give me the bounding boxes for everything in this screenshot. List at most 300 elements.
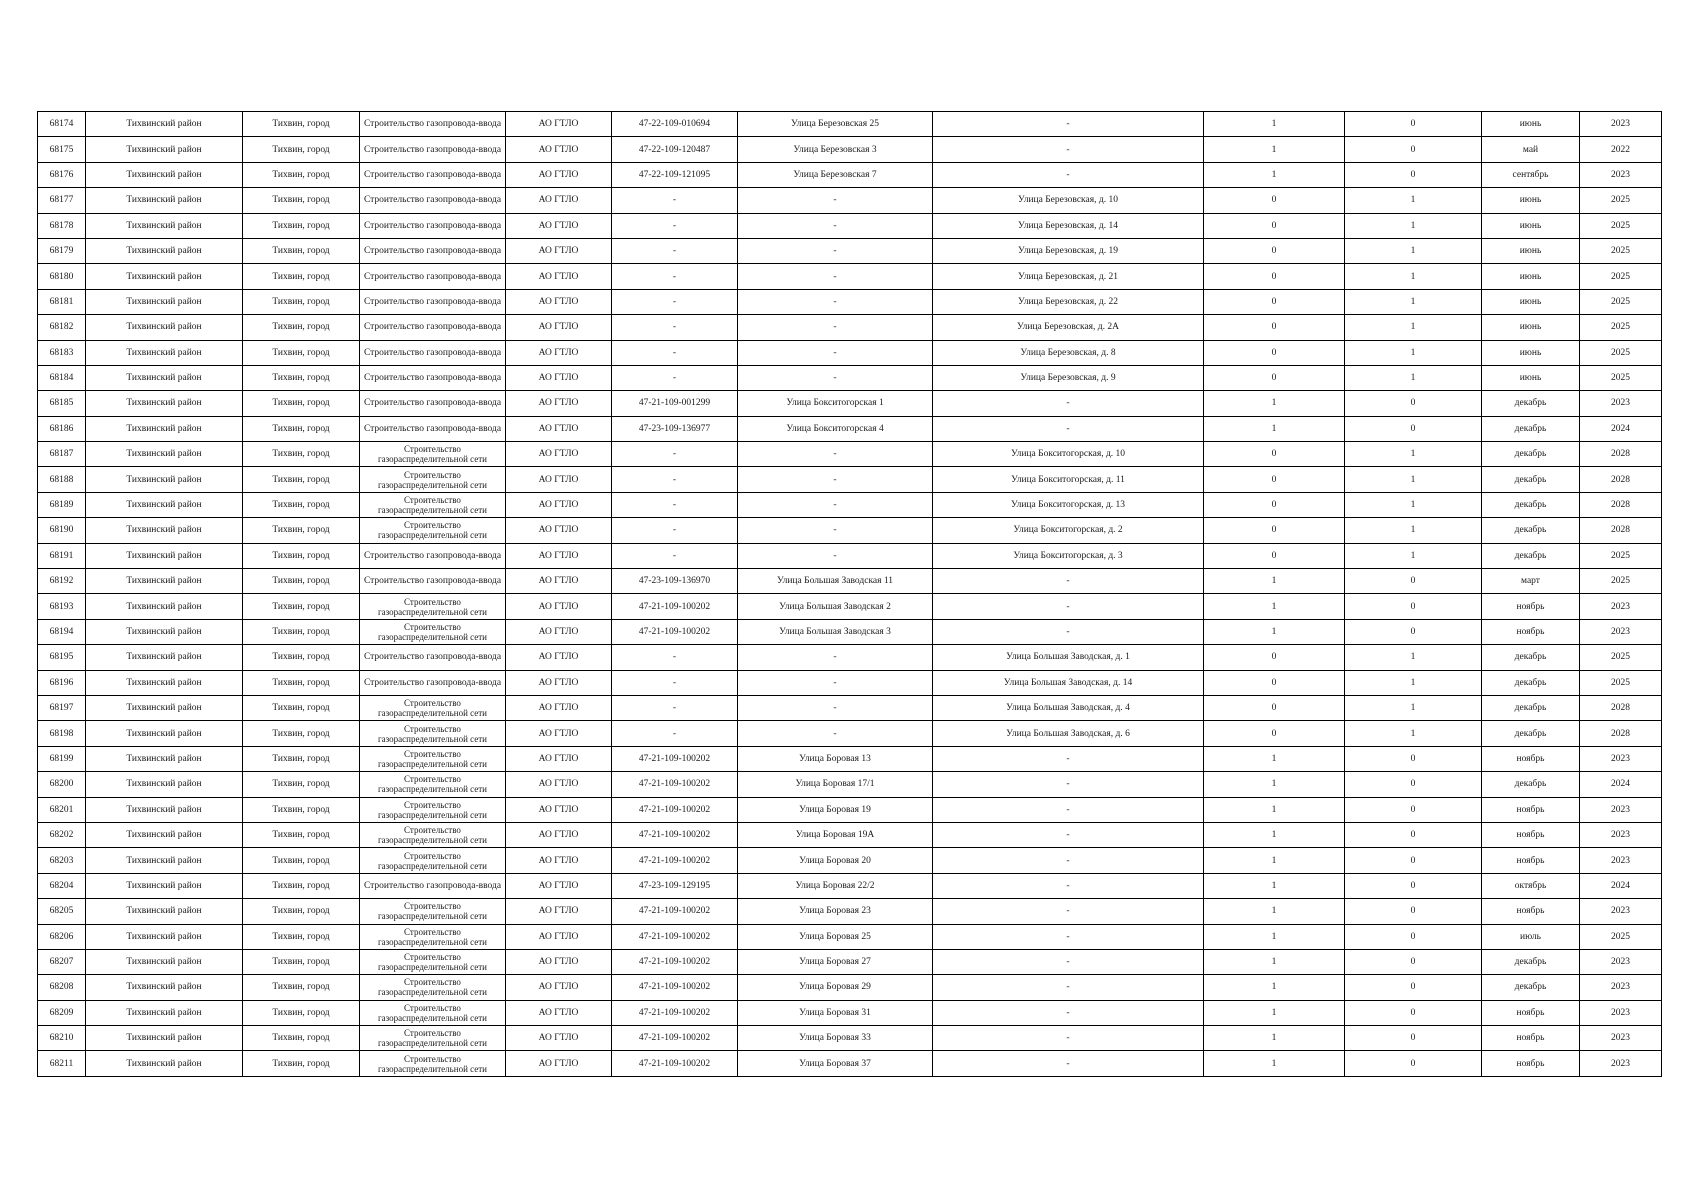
cell-cadastral-number: - [612, 442, 738, 467]
cell-count-b: 1 [1345, 543, 1482, 568]
cell-count-b: 1 [1345, 645, 1482, 670]
cell-count-a: 0 [1204, 442, 1345, 467]
cell-work-type: Строительство газораспределительной сети [360, 772, 506, 797]
cell-district: Тихвинский район [86, 899, 243, 924]
cell-planned-address: Улица Березовская, д. 22 [933, 289, 1204, 314]
cell-organization: АО ГТЛО [506, 442, 612, 467]
cell-district: Тихвинский район [86, 645, 243, 670]
table-row [38, 1026, 1662, 1051]
table-row [38, 1000, 1662, 1025]
cell-address: Улица Боровая 22/2 [738, 873, 933, 898]
cell-number: 68197 [38, 695, 86, 720]
cell-work-type: Строительство газопровода-ввода [360, 543, 506, 568]
cell-number: 68178 [38, 213, 86, 238]
cell-settlement: Тихвин, город [243, 822, 360, 847]
cell-year: 2025 [1580, 645, 1662, 670]
cell-settlement: Тихвин, город [243, 492, 360, 517]
cell-organization: АО ГТЛО [506, 137, 612, 162]
cell-planned-address: Улица Березовская, д. 2А [933, 315, 1204, 340]
cell-planned-address: - [933, 899, 1204, 924]
cell-planned-address: - [933, 137, 1204, 162]
table-row [38, 873, 1662, 898]
cell-planned-address: Улица Березовская, д. 21 [933, 264, 1204, 289]
cell-organization: АО ГТЛО [506, 670, 612, 695]
cell-planned-address: - [933, 746, 1204, 771]
table-row [38, 137, 1662, 162]
cell-count-b: 0 [1345, 797, 1482, 822]
cell-settlement: Тихвин, город [243, 315, 360, 340]
cell-month: март [1482, 569, 1580, 594]
cell-cadastral-number: - [612, 315, 738, 340]
cell-count-a: 1 [1204, 924, 1345, 949]
cell-work-type: Строительство газопровода-ввода [360, 569, 506, 594]
cell-count-b: 0 [1345, 391, 1482, 416]
cell-year: 2025 [1580, 213, 1662, 238]
cell-month: декабрь [1482, 416, 1580, 441]
cell-number: 68176 [38, 162, 86, 187]
cell-settlement: Тихвин, город [243, 924, 360, 949]
cell-district: Тихвинский район [86, 365, 243, 390]
cell-count-b: 1 [1345, 238, 1482, 263]
cell-number: 68207 [38, 949, 86, 974]
cell-address: Улица Боровая 37 [738, 1051, 933, 1076]
cell-year: 2025 [1580, 188, 1662, 213]
cell-organization: АО ГТЛО [506, 365, 612, 390]
table-row [38, 1051, 1662, 1076]
cell-count-a: 0 [1204, 264, 1345, 289]
cell-organization: АО ГТЛО [506, 695, 612, 720]
cell-count-a: 0 [1204, 492, 1345, 517]
cell-settlement: Тихвин, город [243, 112, 360, 137]
cell-count-a: 1 [1204, 1026, 1345, 1051]
cell-count-a: 0 [1204, 645, 1345, 670]
cell-district: Тихвинский район [86, 416, 243, 441]
cell-number: 68204 [38, 873, 86, 898]
cell-cadastral-number: 47-21-109-100202 [612, 594, 738, 619]
cell-planned-address: Улица Большая Заводская, д. 1 [933, 645, 1204, 670]
cell-work-type: Строительство газораспределительной сети [360, 924, 506, 949]
cell-number: 68209 [38, 1000, 86, 1025]
cell-number: 68194 [38, 619, 86, 644]
cell-address: - [738, 315, 933, 340]
cell-cadastral-number: - [612, 467, 738, 492]
cell-work-type: Строительство газопровода-ввода [360, 188, 506, 213]
cell-organization: АО ГТЛО [506, 315, 612, 340]
gasification-table [37, 111, 1662, 1077]
cell-count-b: 1 [1345, 264, 1482, 289]
cell-count-b: 1 [1345, 340, 1482, 365]
table-row [38, 670, 1662, 695]
cell-district: Тихвинский район [86, 289, 243, 314]
cell-district: Тихвинский район [86, 797, 243, 822]
cell-settlement: Тихвин, город [243, 340, 360, 365]
cell-count-a: 0 [1204, 289, 1345, 314]
cell-count-b: 0 [1345, 1051, 1482, 1076]
cell-district: Тихвинский район [86, 721, 243, 746]
cell-count-a: 1 [1204, 137, 1345, 162]
cell-count-a: 1 [1204, 1000, 1345, 1025]
cell-planned-address: Улица Бокситогорская, д. 3 [933, 543, 1204, 568]
cell-number: 68190 [38, 518, 86, 543]
cell-count-a: 1 [1204, 822, 1345, 847]
cell-count-b: 0 [1345, 924, 1482, 949]
cell-count-b: 1 [1345, 467, 1482, 492]
table-row [38, 975, 1662, 1000]
cell-number: 68189 [38, 492, 86, 517]
cell-planned-address: Улица Большая Заводская, д. 6 [933, 721, 1204, 746]
cell-month: июнь [1482, 188, 1580, 213]
cell-district: Тихвинский район [86, 975, 243, 1000]
cell-work-type: Строительство газораспределительной сети [360, 619, 506, 644]
cell-address: Улица Бокситогорская 1 [738, 391, 933, 416]
cell-cadastral-number: 47-23-109-129195 [612, 873, 738, 898]
cell-year: 2025 [1580, 264, 1662, 289]
cell-district: Тихвинский район [86, 442, 243, 467]
cell-district: Тихвинский район [86, 822, 243, 847]
cell-count-a: 1 [1204, 975, 1345, 1000]
cell-count-b: 0 [1345, 1026, 1482, 1051]
cell-cadastral-number: 47-21-109-100202 [612, 822, 738, 847]
cell-year: 2025 [1580, 365, 1662, 390]
cell-planned-address: - [933, 391, 1204, 416]
cell-organization: АО ГТЛО [506, 238, 612, 263]
cell-number: 68182 [38, 315, 86, 340]
cell-settlement: Тихвин, город [243, 949, 360, 974]
cell-settlement: Тихвин, город [243, 899, 360, 924]
cell-work-type: Строительство газораспределительной сети [360, 721, 506, 746]
cell-work-type: Строительство газораспределительной сети [360, 797, 506, 822]
cell-count-b: 0 [1345, 899, 1482, 924]
cell-cadastral-number: 47-21-109-001299 [612, 391, 738, 416]
cell-year: 2028 [1580, 518, 1662, 543]
cell-year: 2023 [1580, 822, 1662, 847]
cell-settlement: Тихвин, город [243, 188, 360, 213]
cell-settlement: Тихвин, город [243, 619, 360, 644]
cell-year: 2023 [1580, 619, 1662, 644]
cell-month: ноябрь [1482, 1026, 1580, 1051]
cell-year: 2025 [1580, 238, 1662, 263]
cell-settlement: Тихвин, город [243, 1051, 360, 1076]
cell-settlement: Тихвин, город [243, 848, 360, 873]
cell-cadastral-number: 47-21-109-100202 [612, 924, 738, 949]
cell-count-b: 0 [1345, 619, 1482, 644]
cell-planned-address: - [933, 569, 1204, 594]
table-row [38, 569, 1662, 594]
cell-settlement: Тихвин, город [243, 518, 360, 543]
cell-district: Тихвинский район [86, 848, 243, 873]
table-row [38, 315, 1662, 340]
cell-settlement: Тихвин, город [243, 289, 360, 314]
cell-address: - [738, 543, 933, 568]
cell-work-type: Строительство газопровода-ввода [360, 873, 506, 898]
cell-address: - [738, 264, 933, 289]
table-row [38, 467, 1662, 492]
cell-count-a: 1 [1204, 746, 1345, 771]
cell-organization: АО ГТЛО [506, 797, 612, 822]
cell-number: 68203 [38, 848, 86, 873]
cell-number: 68196 [38, 670, 86, 695]
cell-cadastral-number: - [612, 695, 738, 720]
table-row [38, 442, 1662, 467]
cell-number: 68200 [38, 772, 86, 797]
cell-planned-address: - [933, 594, 1204, 619]
cell-cadastral-number: - [612, 238, 738, 263]
cell-count-b: 1 [1345, 365, 1482, 390]
cell-work-type: Строительство газораспределительной сети [360, 467, 506, 492]
cell-cadastral-number: 47-21-109-100202 [612, 1051, 738, 1076]
cell-address: - [738, 442, 933, 467]
cell-number: 68175 [38, 137, 86, 162]
cell-number: 68180 [38, 264, 86, 289]
cell-address: - [738, 518, 933, 543]
table-row [38, 213, 1662, 238]
cell-planned-address: Улица Березовская, д. 8 [933, 340, 1204, 365]
cell-month: декабрь [1482, 975, 1580, 1000]
cell-address: - [738, 670, 933, 695]
cell-address: - [738, 467, 933, 492]
cell-organization: АО ГТЛО [506, 975, 612, 1000]
cell-number: 68211 [38, 1051, 86, 1076]
cell-district: Тихвинский район [86, 746, 243, 771]
cell-planned-address: - [933, 1000, 1204, 1025]
cell-count-b: 1 [1345, 289, 1482, 314]
cell-work-type: Строительство газопровода-ввода [360, 162, 506, 187]
cell-cadastral-number: - [612, 492, 738, 517]
cell-district: Тихвинский район [86, 518, 243, 543]
cell-number: 68193 [38, 594, 86, 619]
cell-year: 2023 [1580, 797, 1662, 822]
cell-cadastral-number: 47-21-109-100202 [612, 1026, 738, 1051]
cell-count-b: 1 [1345, 442, 1482, 467]
table-row [38, 721, 1662, 746]
cell-number: 68199 [38, 746, 86, 771]
cell-district: Тихвинский район [86, 1051, 243, 1076]
cell-organization: АО ГТЛО [506, 899, 612, 924]
cell-number: 68206 [38, 924, 86, 949]
cell-count-b: 0 [1345, 975, 1482, 1000]
cell-cadastral-number: 47-22-109-120487 [612, 137, 738, 162]
cell-address: - [738, 492, 933, 517]
cell-count-a: 1 [1204, 391, 1345, 416]
cell-settlement: Тихвин, город [243, 594, 360, 619]
cell-cadastral-number: 47-21-109-100202 [612, 949, 738, 974]
cell-number: 68192 [38, 569, 86, 594]
cell-district: Тихвинский район [86, 543, 243, 568]
cell-month: ноябрь [1482, 848, 1580, 873]
cell-count-b: 0 [1345, 594, 1482, 619]
cell-year: 2023 [1580, 1000, 1662, 1025]
cell-district: Тихвинский район [86, 1000, 243, 1025]
cell-address: Улица Боровая 31 [738, 1000, 933, 1025]
cell-year: 2023 [1580, 848, 1662, 873]
cell-month: декабрь [1482, 695, 1580, 720]
cell-organization: АО ГТЛО [506, 594, 612, 619]
cell-settlement: Тихвин, город [243, 162, 360, 187]
cell-month: декабрь [1482, 949, 1580, 974]
cell-organization: АО ГТЛО [506, 949, 612, 974]
cell-cadastral-number: 47-21-109-100202 [612, 746, 738, 771]
cell-count-b: 0 [1345, 772, 1482, 797]
cell-district: Тихвинский район [86, 594, 243, 619]
cell-year: 2025 [1580, 569, 1662, 594]
cell-address: Улица Березовская 7 [738, 162, 933, 187]
cell-cadastral-number: - [612, 518, 738, 543]
cell-address: Улица Боровая 29 [738, 975, 933, 1000]
cell-work-type: Строительство газораспределительной сети [360, 975, 506, 1000]
cell-month: декабрь [1482, 518, 1580, 543]
cell-month: декабрь [1482, 721, 1580, 746]
cell-planned-address: - [933, 949, 1204, 974]
cell-organization: АО ГТЛО [506, 492, 612, 517]
cell-work-type: Строительство газораспределительной сети [360, 594, 506, 619]
cell-cadastral-number: - [612, 340, 738, 365]
cell-planned-address: Улица Бокситогорская, д. 11 [933, 467, 1204, 492]
cell-count-a: 1 [1204, 619, 1345, 644]
cell-settlement: Тихвин, город [243, 238, 360, 263]
cell-address: - [738, 238, 933, 263]
cell-month: июнь [1482, 213, 1580, 238]
cell-planned-address: - [933, 772, 1204, 797]
cell-count-a: 1 [1204, 873, 1345, 898]
cell-cadastral-number: - [612, 645, 738, 670]
cell-work-type: Строительство газопровода-ввода [360, 137, 506, 162]
table-row [38, 645, 1662, 670]
table-row [38, 188, 1662, 213]
cell-year: 2028 [1580, 467, 1662, 492]
table-row [38, 594, 1662, 619]
cell-work-type: Строительство газопровода-ввода [360, 340, 506, 365]
cell-address: Улица Боровая 25 [738, 924, 933, 949]
cell-month: июнь [1482, 238, 1580, 263]
cell-planned-address: - [933, 924, 1204, 949]
cell-settlement: Тихвин, город [243, 746, 360, 771]
cell-district: Тихвинский район [86, 1026, 243, 1051]
cell-district: Тихвинский район [86, 315, 243, 340]
cell-year: 2023 [1580, 975, 1662, 1000]
cell-cadastral-number: - [612, 670, 738, 695]
cell-work-type: Строительство газопровода-ввода [360, 112, 506, 137]
table-row [38, 949, 1662, 974]
cell-count-b: 1 [1345, 518, 1482, 543]
cell-district: Тихвинский район [86, 188, 243, 213]
cell-district: Тихвинский район [86, 873, 243, 898]
cell-count-b: 0 [1345, 112, 1482, 137]
cell-count-b: 1 [1345, 188, 1482, 213]
table-row [38, 365, 1662, 390]
cell-month: декабрь [1482, 391, 1580, 416]
cell-district: Тихвинский район [86, 340, 243, 365]
cell-year: 2024 [1580, 772, 1662, 797]
cell-cadastral-number: 47-21-109-100202 [612, 772, 738, 797]
cell-planned-address: - [933, 1051, 1204, 1076]
cell-organization: АО ГТЛО [506, 518, 612, 543]
cell-month: июнь [1482, 112, 1580, 137]
cell-address: Улица Боровая 13 [738, 746, 933, 771]
table-row [38, 112, 1662, 137]
cell-organization: АО ГТЛО [506, 391, 612, 416]
table-row [38, 492, 1662, 517]
cell-work-type: Строительство газопровода-ввода [360, 670, 506, 695]
table-row [38, 746, 1662, 771]
cell-planned-address: Улица Березовская, д. 14 [933, 213, 1204, 238]
cell-month: декабрь [1482, 543, 1580, 568]
cell-number: 68195 [38, 645, 86, 670]
cell-settlement: Тихвин, город [243, 391, 360, 416]
cell-settlement: Тихвин, город [243, 543, 360, 568]
cell-cadastral-number: 47-21-109-100202 [612, 899, 738, 924]
table-row [38, 289, 1662, 314]
cell-planned-address: - [933, 975, 1204, 1000]
cell-work-type: Строительство газораспределительной сети [360, 492, 506, 517]
cell-address: Улица Березовская 25 [738, 112, 933, 137]
cell-organization: АО ГТЛО [506, 416, 612, 441]
cell-count-a: 0 [1204, 213, 1345, 238]
cell-count-b: 0 [1345, 416, 1482, 441]
cell-address: Улица Большая Заводская 2 [738, 594, 933, 619]
cell-work-type: Строительство газопровода-ввода [360, 213, 506, 238]
cell-number: 68201 [38, 797, 86, 822]
cell-organization: АО ГТЛО [506, 772, 612, 797]
cell-organization: АО ГТЛО [506, 264, 612, 289]
cell-address: Улица Боровая 27 [738, 949, 933, 974]
cell-year: 2023 [1580, 949, 1662, 974]
cell-month: декабрь [1482, 467, 1580, 492]
cell-organization: АО ГТЛО [506, 924, 612, 949]
cell-number: 68181 [38, 289, 86, 314]
cell-year: 2028 [1580, 721, 1662, 746]
cell-address: - [738, 213, 933, 238]
cell-organization: АО ГТЛО [506, 746, 612, 771]
cell-address: - [738, 695, 933, 720]
cell-work-type: Строительство газопровода-ввода [360, 391, 506, 416]
cell-district: Тихвинский район [86, 264, 243, 289]
cell-year: 2025 [1580, 543, 1662, 568]
cell-organization: АО ГТЛО [506, 188, 612, 213]
table-row [38, 340, 1662, 365]
cell-address: Улица Боровая 23 [738, 899, 933, 924]
cell-district: Тихвинский район [86, 569, 243, 594]
cell-settlement: Тихвин, город [243, 1000, 360, 1025]
cell-year: 2028 [1580, 695, 1662, 720]
cell-month: ноябрь [1482, 594, 1580, 619]
cell-count-b: 1 [1345, 492, 1482, 517]
cell-count-b: 0 [1345, 569, 1482, 594]
cell-organization: АО ГТЛО [506, 340, 612, 365]
cell-planned-address: - [933, 797, 1204, 822]
cell-number: 68202 [38, 822, 86, 847]
cell-district: Тихвинский район [86, 391, 243, 416]
cell-month: ноябрь [1482, 797, 1580, 822]
cell-address: Улица Боровая 19А [738, 822, 933, 847]
cell-district: Тихвинский район [86, 619, 243, 644]
cell-settlement: Тихвин, город [243, 1026, 360, 1051]
cell-organization: АО ГТЛО [506, 721, 612, 746]
cell-settlement: Тихвин, город [243, 975, 360, 1000]
cell-settlement: Тихвин, город [243, 721, 360, 746]
table-row [38, 518, 1662, 543]
cell-organization: АО ГТЛО [506, 467, 612, 492]
cell-month: июнь [1482, 264, 1580, 289]
cell-cadastral-number: - [612, 188, 738, 213]
cell-settlement: Тихвин, город [243, 416, 360, 441]
cell-month: июнь [1482, 289, 1580, 314]
cell-count-a: 0 [1204, 188, 1345, 213]
cell-year: 2023 [1580, 746, 1662, 771]
cell-count-a: 0 [1204, 670, 1345, 695]
cell-address: Улица Боровая 33 [738, 1026, 933, 1051]
cell-count-b: 0 [1345, 873, 1482, 898]
cell-settlement: Тихвин, город [243, 137, 360, 162]
